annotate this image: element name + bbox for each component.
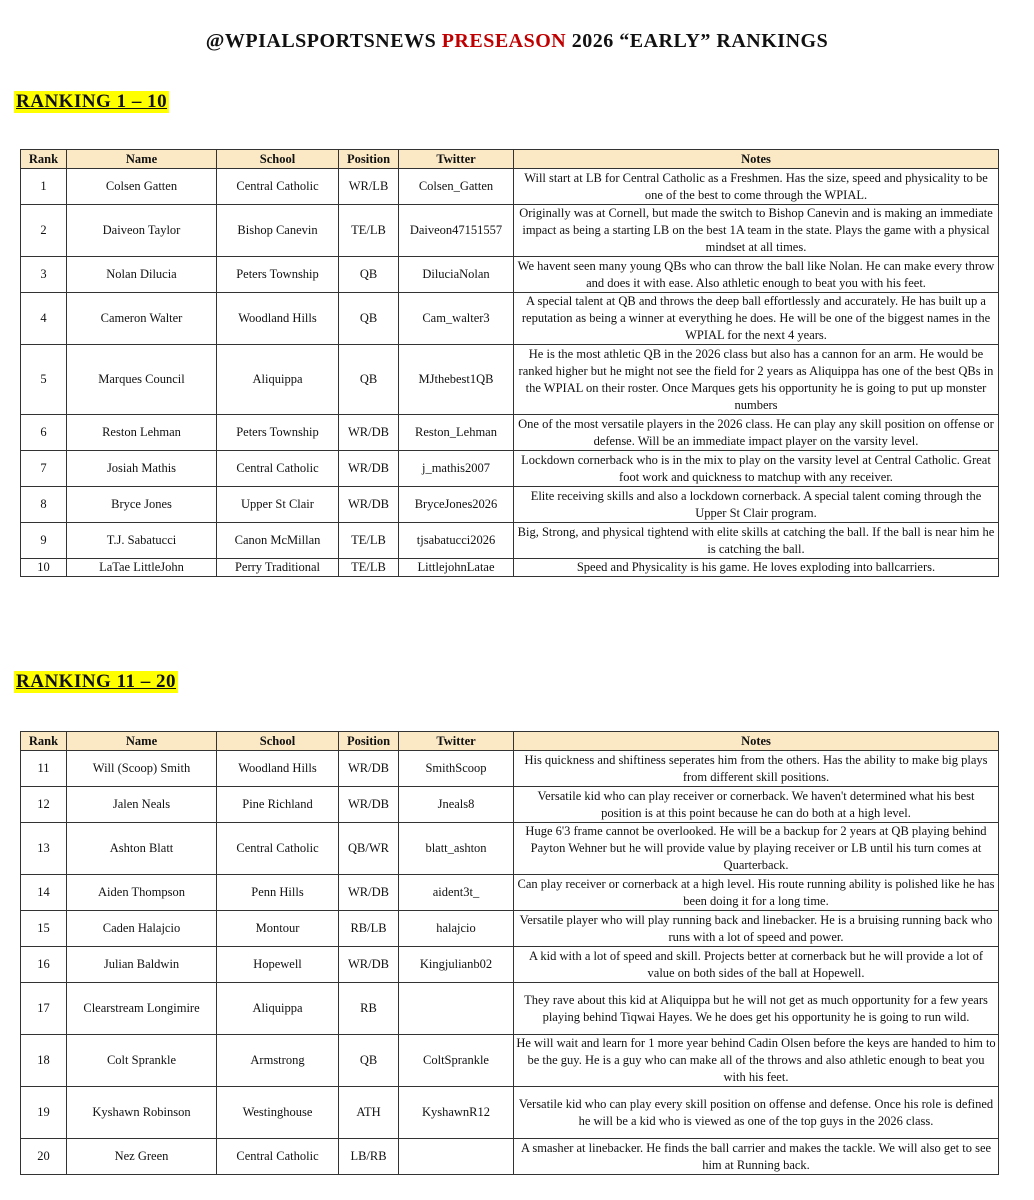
table-row: [21, 1139, 999, 1175]
cell-notes: Huge 6'3 frame cannot be overlooked. He will be a backup for 2 years at QB playing behind Payton Wehner but he will provide value by playing receiver or LB until his turn comes at Quarterback.: [514, 823, 999, 875]
cell-position: QB: [339, 293, 399, 345]
cell-name: Daiveon Taylor: [67, 205, 217, 257]
column-header-twitter: Twitter: [399, 732, 514, 751]
cell-notes: Versatile kid who can play receiver or cornerback. We haven't determined what his best position is at this point because he can do both at a high level.: [514, 787, 999, 823]
cell-school: Central Catholic: [217, 1139, 339, 1175]
cell-twitter: MJthebest1QB: [399, 345, 514, 415]
cell-school: Upper St Clair: [217, 487, 339, 523]
cell-rank: 18: [21, 1035, 67, 1087]
table-row: [21, 947, 999, 983]
cell-position: WR/DB: [339, 415, 399, 451]
cell-name: Aiden Thompson: [67, 875, 217, 911]
cell-notes: Big, Strong, and physical tightend with elite skills at catching the ball. If the ball is near him he is catching the ball.: [514, 523, 999, 559]
cell-name: Colt Sprankle: [67, 1035, 217, 1087]
cell-school: Central Catholic: [217, 169, 339, 205]
cell-school: Woodland Hills: [217, 751, 339, 787]
cell-position: WR/DB: [339, 451, 399, 487]
section-label-11-20: RANKING 11 – 20: [16, 671, 177, 692]
cell-position: WR/DB: [339, 487, 399, 523]
cell-name: Josiah Mathis: [67, 451, 217, 487]
cell-twitter: halajcio: [399, 911, 514, 947]
cell-twitter: [399, 983, 514, 1035]
cell-school: Peters Township: [217, 415, 339, 451]
cell-twitter: Jneals8: [399, 787, 514, 823]
table-row: [21, 911, 999, 947]
cell-school: Central Catholic: [217, 823, 339, 875]
cell-rank: 4: [21, 293, 67, 345]
cell-name: Colsen Gatten: [67, 169, 217, 205]
cell-position: QB: [339, 257, 399, 293]
cell-twitter: BryceJones2026: [399, 487, 514, 523]
column-header-name: Name: [67, 150, 217, 169]
section-label-1-10: RANKING 1 – 10: [16, 91, 168, 112]
table-row: [21, 415, 999, 451]
cell-position: QB: [339, 345, 399, 415]
column-header-school: School: [217, 150, 339, 169]
cell-name: LaTae LittleJohn: [67, 559, 217, 577]
cell-notes: His quickness and shiftiness seperates him from the others. Has the ability to make big plays from different skill positions.: [514, 751, 999, 787]
cell-name: Will (Scoop) Smith: [67, 751, 217, 787]
cell-position: QB/WR: [339, 823, 399, 875]
table-row: [21, 257, 999, 293]
cell-position: ATH: [339, 1087, 399, 1139]
cell-school: Aliquippa: [217, 345, 339, 415]
cell-rank: 14: [21, 875, 67, 911]
title-highlight: PRESEASON: [441, 30, 567, 52]
cell-twitter: blatt_ashton: [399, 823, 514, 875]
cell-name: Julian Baldwin: [67, 947, 217, 983]
rankings-table-1-10: [20, 149, 999, 577]
cell-notes: Will start at LB for Central Catholic as a Freshmen. Has the size, speed and physicality to be one of the best to come through the WPIAL.: [514, 169, 999, 205]
cell-position: WR/DB: [339, 787, 399, 823]
cell-rank: 1: [21, 169, 67, 205]
cell-twitter: j_mathis2007: [399, 451, 514, 487]
table-body: [21, 169, 999, 577]
table-row: [21, 523, 999, 559]
cell-position: WR/DB: [339, 875, 399, 911]
cell-rank: 20: [21, 1139, 67, 1175]
cell-twitter: [399, 1139, 514, 1175]
table-row: [21, 345, 999, 415]
column-header-rank: Rank: [21, 150, 67, 169]
table-row: [21, 1035, 999, 1087]
cell-rank: 11: [21, 751, 67, 787]
cell-notes: Speed and Physicality is his game. He loves exploding into ballcarriers.: [514, 559, 999, 577]
cell-rank: 16: [21, 947, 67, 983]
cell-rank: 15: [21, 911, 67, 947]
table-header-row: [21, 150, 999, 169]
cell-school: Hopewell: [217, 947, 339, 983]
table-row: [21, 823, 999, 875]
cell-school: Central Catholic: [217, 451, 339, 487]
cell-position: TE/LB: [339, 205, 399, 257]
column-header-position: Position: [339, 732, 399, 751]
cell-rank: 7: [21, 451, 67, 487]
table-row: [21, 487, 999, 523]
cell-name: Kyshawn Robinson: [67, 1087, 217, 1139]
cell-twitter: tjsabatucci2026: [399, 523, 514, 559]
cell-position: WR/DB: [339, 751, 399, 787]
cell-position: RB: [339, 983, 399, 1035]
title-handle: @WPIALSPORTSNEWS: [205, 30, 437, 52]
cell-name: Nolan Dilucia: [67, 257, 217, 293]
cell-name: Ashton Blatt: [67, 823, 217, 875]
table-row: [21, 559, 999, 577]
cell-school: Woodland Hills: [217, 293, 339, 345]
cell-twitter: Colsen_Gatten: [399, 169, 514, 205]
cell-twitter: DiluciaNolan: [399, 257, 514, 293]
cell-rank: 8: [21, 487, 67, 523]
cell-twitter: aident3t_: [399, 875, 514, 911]
table-row: [21, 293, 999, 345]
cell-twitter: ColtSprankle: [399, 1035, 514, 1087]
cell-name: Clearstream Longimire: [67, 983, 217, 1035]
table-row: [21, 875, 999, 911]
cell-twitter: SmithScoop: [399, 751, 514, 787]
cell-position: LB/RB: [339, 1139, 399, 1175]
column-header-position: Position: [339, 150, 399, 169]
cell-rank: 6: [21, 415, 67, 451]
cell-position: WR/LB: [339, 169, 399, 205]
cell-position: TE/LB: [339, 559, 399, 577]
table-header-row: [21, 732, 999, 751]
table-row: [21, 751, 999, 787]
table-row: [21, 787, 999, 823]
cell-school: Pine Richland: [217, 787, 339, 823]
cell-rank: 3: [21, 257, 67, 293]
cell-twitter: KyshawnR12: [399, 1087, 514, 1139]
table-row: [21, 983, 999, 1035]
cell-notes: One of the most versatile players in the 2026 class. He can play any skill position on offense or defense. Will be an immediate impact player on the varsity level.: [514, 415, 999, 451]
cell-rank: 13: [21, 823, 67, 875]
cell-name: Jalen Neals: [67, 787, 217, 823]
column-header-school: School: [217, 732, 339, 751]
cell-name: Reston Lehman: [67, 415, 217, 451]
cell-name: T.J. Sabatucci: [67, 523, 217, 559]
cell-notes: Can play receiver or cornerback at a high level. His route running ability is polished like he has been doing it for a long time.: [514, 875, 999, 911]
cell-school: Aliquippa: [217, 983, 339, 1035]
page-title: [0, 30, 1034, 53]
cell-school: Penn Hills: [217, 875, 339, 911]
cell-notes: He is the most athletic QB in the 2026 class but also has a cannon for an arm. He would be ranked higher but he might not see the field for 2 years as Aliquippa has one of the best QBs in the WPIAL on their roster. Once Marques gets his opportunity he is going to put up monster numbers: [514, 345, 999, 415]
column-header-notes: Notes: [514, 732, 999, 751]
cell-school: Armstrong: [217, 1035, 339, 1087]
rankings-table-11-20: [20, 731, 999, 1175]
cell-school: Montour: [217, 911, 339, 947]
cell-notes: We havent seen many young QBs who can throw the ball like Nolan. He can make every throw and does it with ease. Also athletic enough to beat you with his feet.: [514, 257, 999, 293]
cell-rank: 2: [21, 205, 67, 257]
cell-rank: 9: [21, 523, 67, 559]
column-header-twitter: Twitter: [399, 150, 514, 169]
cell-name: Nez Green: [67, 1139, 217, 1175]
cell-notes: Versatile kid who can play every skill position on offense and defense. Once his role is defined he will be a kid who is viewed as one of the top guys in the 2026 class.: [514, 1087, 999, 1139]
cell-school: Perry Traditional: [217, 559, 339, 577]
cell-twitter: LittlejohnLatae: [399, 559, 514, 577]
cell-name: Caden Halajcio: [67, 911, 217, 947]
cell-position: QB: [339, 1035, 399, 1087]
column-header-name: Name: [67, 732, 217, 751]
table-row: [21, 169, 999, 205]
cell-notes: Originally was at Cornell, but made the switch to Bishop Canevin and is making an immediate impact as being a starting LB on the best 1A team in the state. Plays the game with a physical mindset at all times.: [514, 205, 999, 257]
cell-position: WR/DB: [339, 947, 399, 983]
table-row: [21, 205, 999, 257]
cell-notes: Versatile player who will play running back and linebacker. He is a bruising running back who runs with a lot of speed and power.: [514, 911, 999, 947]
column-header-notes: Notes: [514, 150, 999, 169]
cell-name: Cameron Walter: [67, 293, 217, 345]
cell-position: RB/LB: [339, 911, 399, 947]
cell-notes: A smasher at linebacker. He finds the ball carrier and makes the tackle. We will also get to see him at Running back.: [514, 1139, 999, 1175]
cell-notes: He will wait and learn for 1 more year behind Cadin Olsen before the keys are handed to him to be the guy. He is a guy who can make all of the throws and also athletic enough to beat you with his feet.: [514, 1035, 999, 1087]
cell-school: Peters Township: [217, 257, 339, 293]
cell-notes: Lockdown cornerback who is in the mix to play on the varsity level at Central Catholic. Great foot work and quickness to matchup with any receiver.: [514, 451, 999, 487]
cell-twitter: Kingjulianb02: [399, 947, 514, 983]
cell-rank: 19: [21, 1087, 67, 1139]
cell-twitter: Cam_walter3: [399, 293, 514, 345]
cell-name: Marques Council: [67, 345, 217, 415]
cell-notes: A special talent at QB and throws the deep ball effortlessly and accurately. He has built up a reputation as being a winner at everything he does. He will be one of the biggest names in the WPIAL for the next 4 years.: [514, 293, 999, 345]
table-row: [21, 1087, 999, 1139]
column-header-rank: Rank: [21, 732, 67, 751]
cell-notes: Elite receiving skills and also a lockdown cornerback. A special talent coming through the Upper St Clair program.: [514, 487, 999, 523]
cell-school: Bishop Canevin: [217, 205, 339, 257]
cell-twitter: Reston_Lehman: [399, 415, 514, 451]
cell-position: TE/LB: [339, 523, 399, 559]
cell-twitter: Daiveon47151557: [399, 205, 514, 257]
cell-rank: 17: [21, 983, 67, 1035]
cell-rank: 10: [21, 559, 67, 577]
cell-rank: 5: [21, 345, 67, 415]
cell-school: Canon McMillan: [217, 523, 339, 559]
table-row: [21, 451, 999, 487]
cell-name: Bryce Jones: [67, 487, 217, 523]
title-suffix: 2026 “EARLY” RANKINGS: [571, 30, 829, 52]
cell-notes: A kid with a lot of speed and skill. Projects better at cornerback but he will provide a lot of value on both sides of the ball at Hopewell.: [514, 947, 999, 983]
table-body: [21, 751, 999, 1175]
cell-notes: They rave about this kid at Aliquippa but he will not get as much opportunity for a few years playing behind Tiqwai Hayes. We he does get his opportunity he is going to run wild.: [514, 983, 999, 1035]
cell-school: Westinghouse: [217, 1087, 339, 1139]
cell-rank: 12: [21, 787, 67, 823]
